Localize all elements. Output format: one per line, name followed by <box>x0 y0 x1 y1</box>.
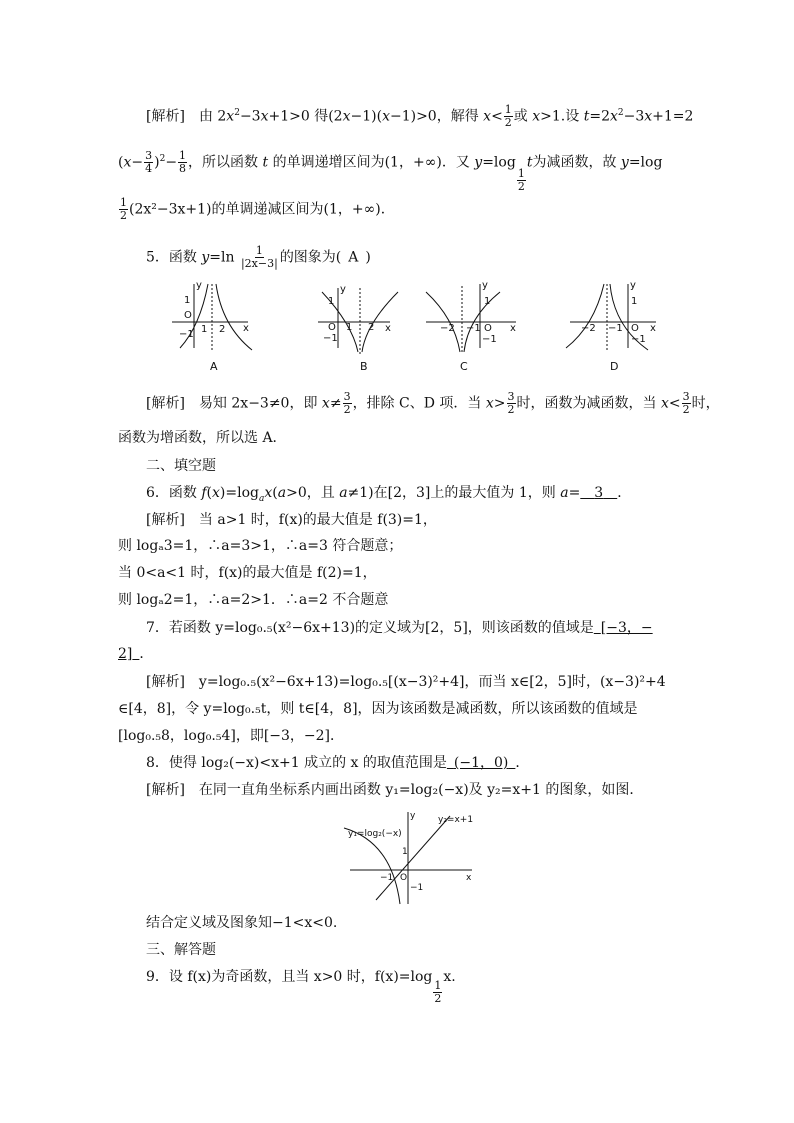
graph-a-right-branch <box>216 284 252 350</box>
svg-text:−1: −1 <box>323 333 338 344</box>
analysis6-line3: 当 0<a<1 时，f(x)的最大值是 f(2)=1， <box>118 565 377 581</box>
svg-text:x: x <box>510 323 516 334</box>
analysis7-line3: [log₀.₅8，log₀.₅4]，即[−3，−2]． <box>118 728 345 744</box>
svg-text:y: y <box>630 280 636 291</box>
answer-q7: [−3，− <box>600 620 653 636</box>
analysis5-line2: 函数为增函数，所以选 A． <box>118 430 287 446</box>
analysis-label: [解析] <box>146 108 185 125</box>
analysis6-line1: [解析] 当 a>1 时，f(x)的最大值是 f(3)=1， <box>146 512 437 528</box>
svg-text:x: x <box>466 873 472 883</box>
question-8: 8．使得 log₂(−x)<x+1 成立的 x 的取值范围是 (−1，0) ． <box>146 755 530 771</box>
svg-text:−1: −1 <box>608 323 623 334</box>
svg-text:O: O <box>184 310 192 321</box>
svg-text:−1: −1 <box>466 323 481 334</box>
svg-text:−2: −2 <box>440 323 455 334</box>
svg-text:x: x <box>243 323 249 334</box>
answer-q8: (−1，0) <box>453 755 509 771</box>
svg-text:y: y <box>410 811 416 821</box>
question-9: 9．设 f(x)为奇函数，且当 x>0 时，f(x)=log $\frac{1}{2}$ x. <box>146 969 456 1005</box>
svg-text:1: 1 <box>631 296 638 307</box>
svg-text:1: 1 <box>184 295 191 306</box>
section-answer: 三、解答题 <box>146 942 216 958</box>
question-7-cont: 2] ． <box>118 646 154 662</box>
svg-text:−1: −1 <box>482 334 497 345</box>
analysis4-line1: [解析] 由 $2x^2-3x+1>0$ 得(2x−1)(x−1)>0，解得 x< $\frac{1}{2}$ 或 x>1.设 $t=2x^2-3x+1=2$ <box>146 103 694 129</box>
svg-text:C: C <box>460 360 468 373</box>
svg-text:x: x <box>385 323 391 334</box>
svg-text:O: O <box>631 323 639 334</box>
svg-text:−1: −1 <box>631 334 646 345</box>
analysis7-line2: ∈[4，8]，令 y=log₀.₅t，则 t∈[4，8]，因为该函数是减函数，所以该函数的值域是 <box>118 701 638 717</box>
svg-text:B: B <box>360 360 368 373</box>
graph-d-left-branch <box>566 284 604 348</box>
svg-text:−2: −2 <box>581 323 596 334</box>
svg-text:O: O <box>484 323 492 334</box>
svg-text:y: y <box>196 280 202 291</box>
svg-text:A: A <box>210 360 218 373</box>
question-5: 5．函数 y=ln $\frac{1}{|2x-3|}$ 的图象为( A ) <box>146 244 371 270</box>
svg-text:y: y <box>482 280 488 291</box>
svg-text:1: 1 <box>346 322 353 333</box>
analysis4-line3: $\frac{1}{2}$ (2x²−3x+1)的单调递减区间为(1，+∞)． <box>120 196 395 222</box>
q8-curve-y1 <box>344 828 400 904</box>
svg-text:y₂=x+1: y₂=x+1 <box>438 815 474 825</box>
q8-graph <box>342 808 482 908</box>
svg-text:2: 2 <box>219 324 226 335</box>
svg-text:2: 2 <box>368 322 375 333</box>
svg-text:y: y <box>340 284 346 295</box>
analysis6-line4: 则 logₐ2=1，∴a=2>1．∴a=2 不合题意 <box>118 592 389 608</box>
svg-text:1: 1 <box>328 296 335 307</box>
question-6: 6．函数 $f(x)=\log_ax(a>0$，且 a≠1)在[2，3]上的最大值为 1，则 a= 3 ． <box>146 485 632 504</box>
svg-text:1: 1 <box>484 296 491 307</box>
section-fill-in: 二、填空题 <box>146 458 216 474</box>
svg-text:1: 1 <box>402 847 408 857</box>
svg-text:D: D <box>610 360 619 373</box>
answer-q6: 3 <box>594 485 604 501</box>
svg-text:−1: −1 <box>179 329 194 340</box>
svg-text:O: O <box>328 322 336 333</box>
svg-text:1: 1 <box>201 324 208 335</box>
analysis8-line1: [解析] 在同一直角坐标系内画出函数 y₁=log₂(−x)及 y₂=x+1 的图象，如图． <box>146 782 644 798</box>
question-7: 7．若函数 y=log₀.₅(x²−6x+13)的定义域为[2，5]，则该函数的值域是 [−3，− <box>146 620 653 636</box>
analysis4-line2: (x− $\frac{3}{4}$ )$^2$− $\frac{1}{8}$ ，所以函数 t 的单调递增区间为(1，+∞)．又 y=log $\frac{1}{2}$ t为减函数，故 y=log <box>118 149 663 193</box>
svg-text:−1: −1 <box>410 883 424 893</box>
conclusion-8: 结合定义域及图象知−1<x<0. <box>146 915 338 931</box>
svg-text:y₁=log₂(−x): y₁=log₂(−x) <box>348 829 402 839</box>
svg-text:O: O <box>400 873 408 883</box>
options-graphs <box>0 278 794 398</box>
analysis6-line2: 则 logₐ3=1，∴a=3>1，∴a=3 符合题意； <box>118 538 403 554</box>
svg-text:x: x <box>650 323 656 334</box>
analysis5-line1: [解析] 易知 2x−3≠0，即 x≠ $\frac{3}{2}$ ，排除 C、D 项．当 x> $\frac{3}{2}$ 时，函数为减函数，当 x< $\frac{3}{2}$ 时， <box>146 390 720 416</box>
answer-choice: A <box>348 249 359 266</box>
analysis7-line1: [解析] y=log₀.₅(x²−6x+13)=log₀.₅[(x−3)²+4]，而当 x∈[2，5]时，(x−3)²+4 <box>146 674 666 690</box>
svg-text:−1: −1 <box>380 873 394 883</box>
